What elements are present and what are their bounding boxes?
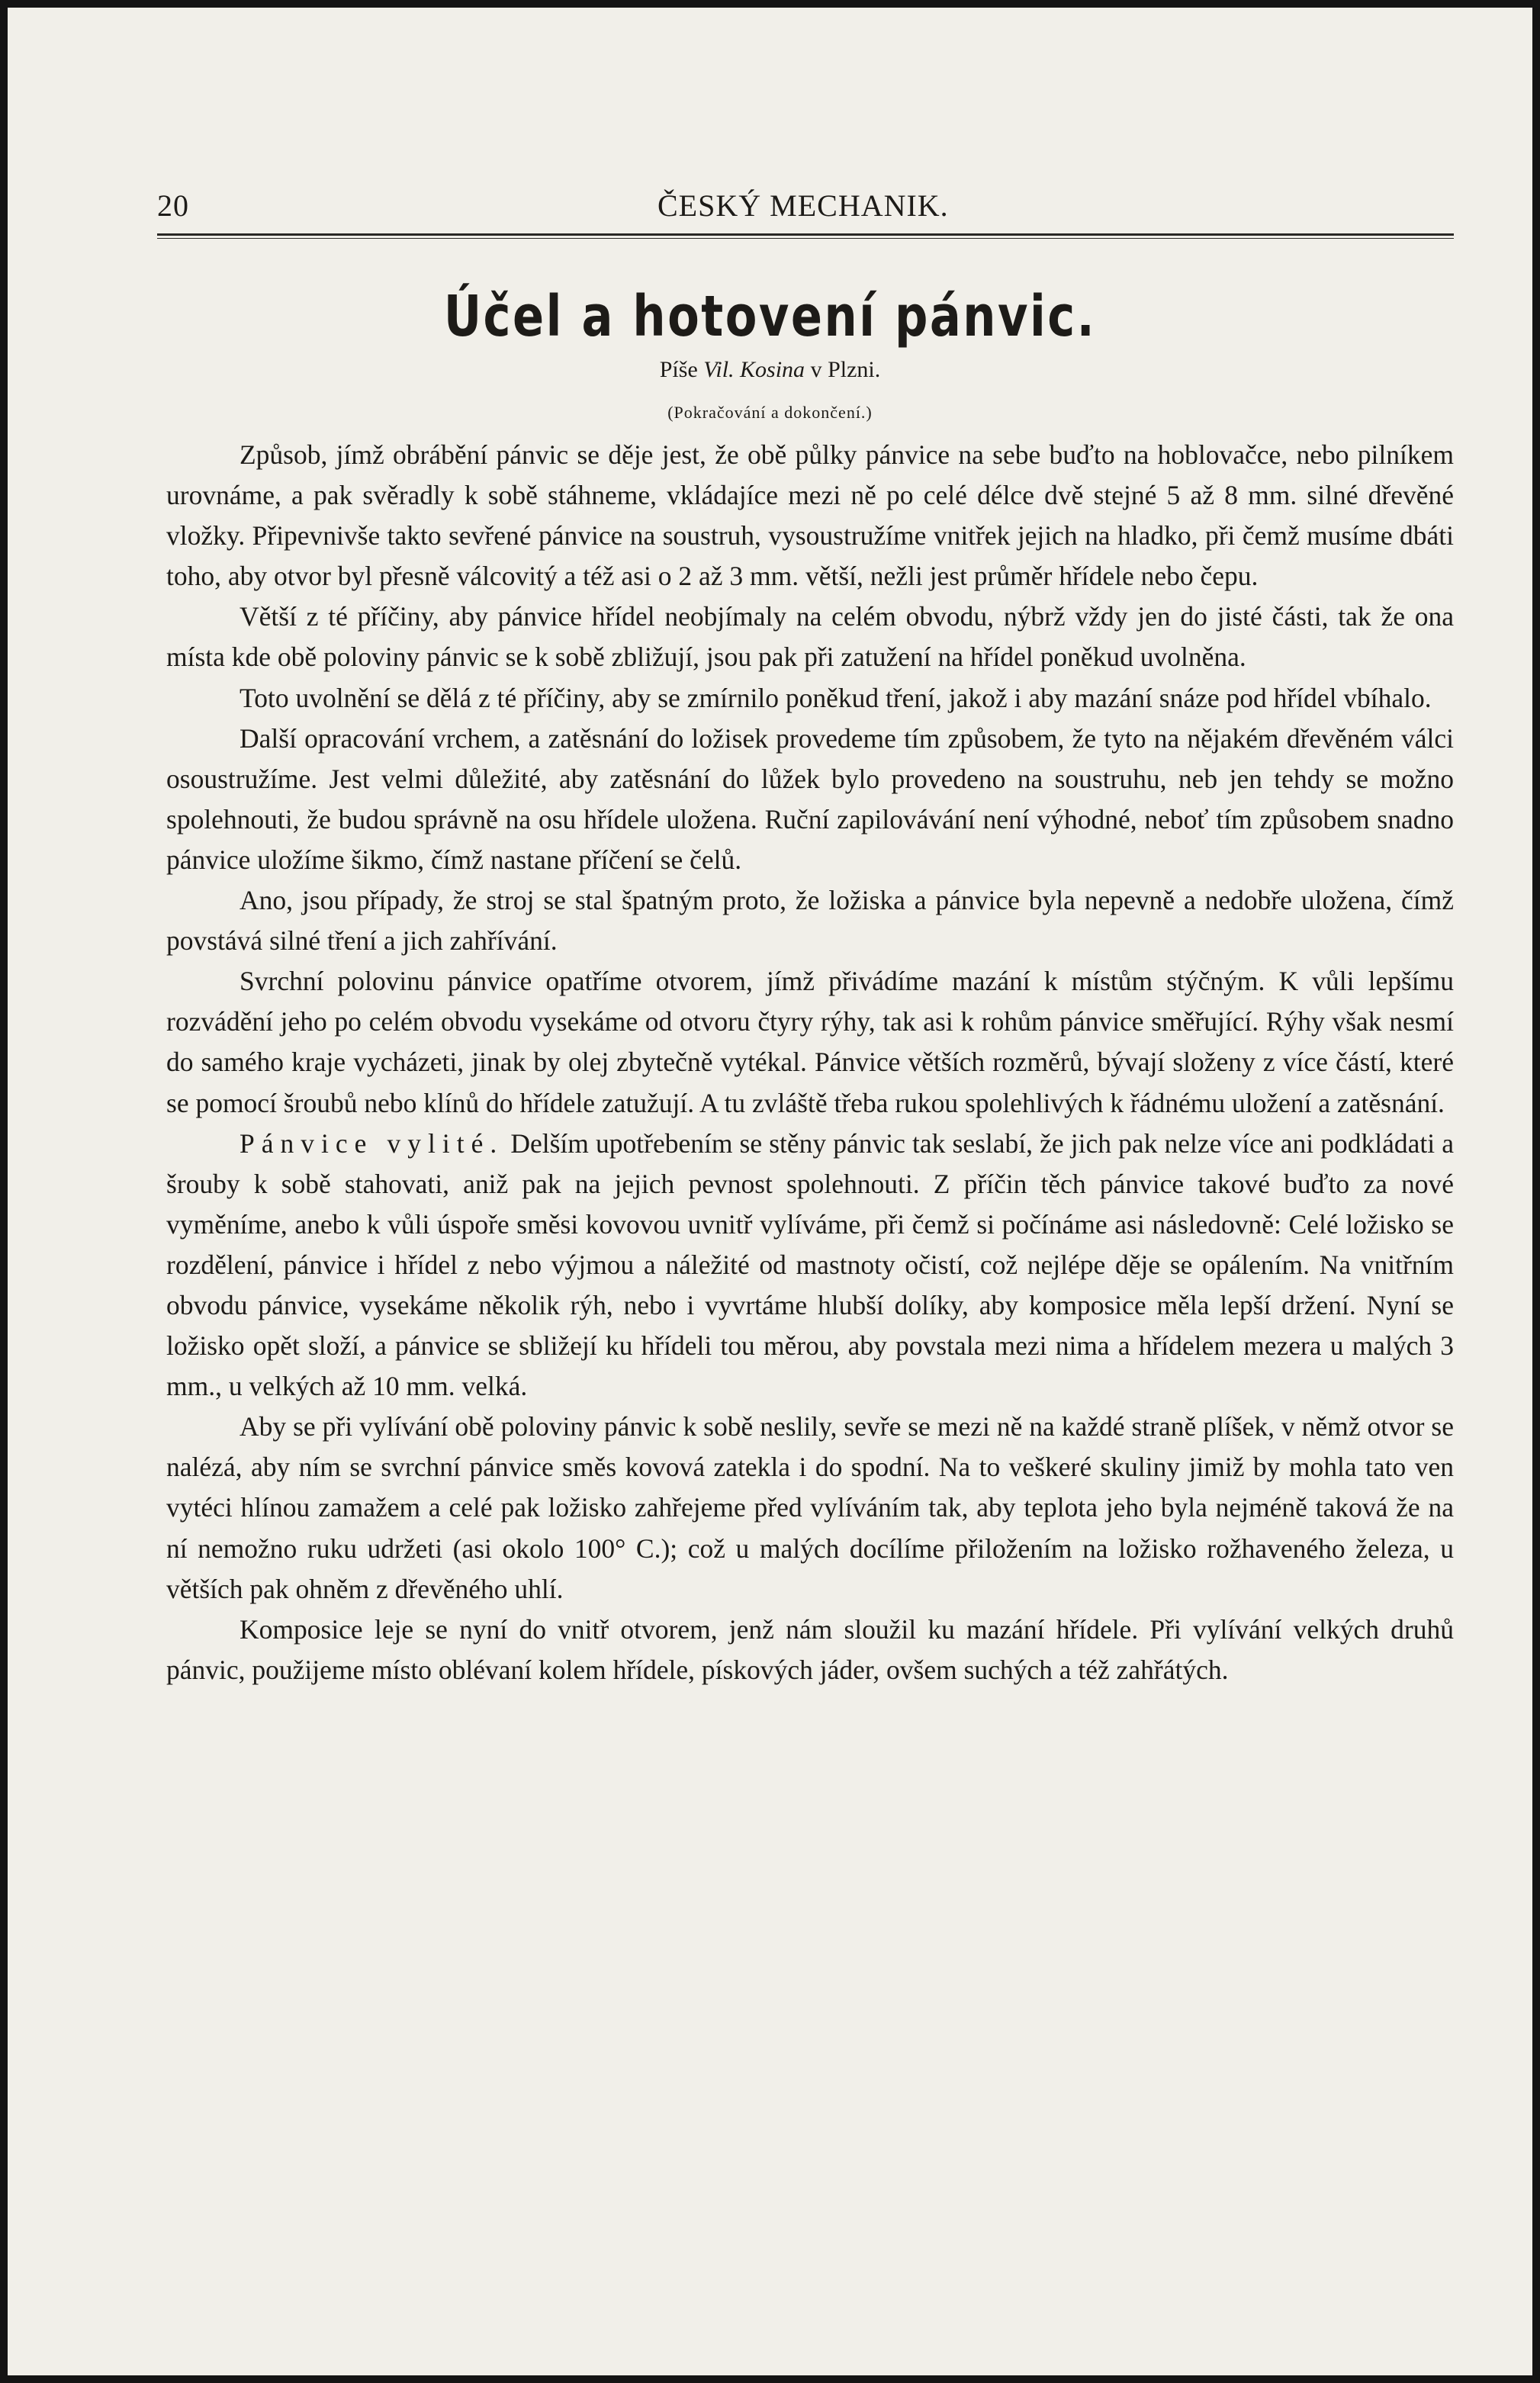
byline-suffix: v Plzni. <box>810 357 881 382</box>
paragraph-2: Větší z té příčiny, aby pánvice hřídel neobjímaly na celém obvodu, nýbrž vždy jen do jisté části, tak že ona místa kde obě poloviny pánvic se k sobě zbližují, jsou pak při zatužení na hřídel poněkud uvolněna. <box>166 601 1454 673</box>
paragraph-7-text: Delším upotřebením se stěny pánvic tak seslabí, že jich pak nelze více ani podkládati a šrouby k sobě stahovati, aniž pak na jejich pevnost spolehnouti. Z příčin těch pánvice takové buďto za nové vyměníme, anebo k vůli úspoře směsi kovovou uvnitř vylíváme, při čemž si počínáme asi následovně: Celé ložisko se rozdělení, pánvice i hřídel z nebo výjmou a náležité od mastnoty očistí, což nejlépe děje se opálením. Na vnitřním obvodu pánvice, vysekáme několik rýh, nebo i vyvrtáme hlubší dolíky, aby komposice měla lepší držení. Nyní se ložisko opět složí, a pánvice se sbližejí ku hřídeli tou měrou, aby povstala mezi nima a hřídelem mezera u malých 3 mm., u velkých až 10 mm. velká. <box>166 1127 1454 1402</box>
paragraph-8: Aby se při vylívání obě poloviny pánvic k sobě neslily, sevře se mezi ně na každé straně plíšek, v němž otvor se nalézá, aby ním se svrchní pánvice směs kovová zatekla i do spodní. Na to veškeré skuliny jimiž by mohla tato ven vytéci hlínou zamažem a celé pak ložisko zahřejeme před vylíváním tak, aby teplota jeho byla nejméně taková že na ní nemožno ruku udržeti (asi okolo 100° C.); což u malých docílíme přiložením na ložisko rožhaveného železa, u větších pak ohněm z dřevěného uhlí. <box>166 1411 1454 1604</box>
section-lead: Pánvice vylité. <box>240 1127 504 1159</box>
article-title: Účel a hotovení pánvic. <box>443 284 1097 349</box>
continued-note: (Pokračování a dokončení.) <box>667 403 873 422</box>
running-title: ČESKÝ MECHANIK. <box>657 188 949 223</box>
document-page <box>8 8 1532 2375</box>
byline-prefix: Píše <box>659 357 698 382</box>
paragraph-3: Toto uvolnění se dělá z té příčiny, aby se zmírnilo poněkud tření, jakož i aby mazání snáze pod hřídel vbíhalo. <box>240 682 1432 713</box>
page-header <box>157 188 1454 233</box>
page-number: 20 <box>157 188 189 223</box>
paragraph-1: Způsob, jímž obrábění pánvic se děje jest, že obě půlky pánvice na sebe buďto na hoblovačce, nebo pilníkem urovnáme, a pak svěradly k sobě stáhneme, vkládajíce mezi ně po celé délce dvě stejné 5 až 8 mm. silné dřevěné vložky. Připevnivše takto sevřené pánvice na soustruh, vysoustružíme vnitřek jejich na hladko, při čemž musíme dbáti toho, aby otvor byl přesně válcovitý a též asi o 2 až 3 mm. větší, nežli jest průměr hřídele nebo čepu. <box>166 439 1454 592</box>
author-name: Vil. Kosina <box>703 357 805 382</box>
paragraph-7 <box>166 1124 1454 1407</box>
paragraph-6: Svrchní polovinu pánvice opatříme otvorem, jímž přivádíme mazání k místům stýčným. K vůli lepšímu rozvádění jeho po celém obvodu vysekáme od otvoru čtyry rýhy, tak asi k rohům pánvice směřující. Rýhy však nesmí do samého kraje vycházeti, jinak by olej zbytečně vytékal. Pánvice větších rozměrů, bývají složeny z více částí, které se pomocí šroubů nebo klínů do hřídele zatužují. A tu zvláště třeba rukou spolehlivých k řádnému uložení a zatěsnání. <box>166 966 1454 1118</box>
byline <box>8 357 1532 383</box>
paragraph-9: Komposice leje se nyní do vnitř otvorem, jenž nám sloužil ku mazání hřídele. Při vylívání velkých druhů pánvic, použijeme místo oblévaní kolem hřídele, pískových jáder, ovšem suchých a též zahřátých. <box>166 1613 1454 1685</box>
paragraph-5: Ano, jsou případy, že stroj se stal špatným proto, že ložiska a pánvice byla nepevně a nedobře uložena, čímž povstává silné tření a jich zahřívání. <box>166 885 1454 957</box>
article-body <box>166 435 1454 1690</box>
header-rule <box>157 233 1454 239</box>
paragraph-4: Další opracování vrchem, a zatěsnání do ložisek provedeme tím způsobem, že tyto na nějakém dřevěném válci osoustružíme. Jest velmi důležité, aby zatěsnání do lůžek bylo provedeno na soustruhu, neb jen tehdy se možno spolehnouti, že budou správně na osu hřídele uložena. Ruční zapilovávání není výhodné, neboť tím způsobem snadno pánvice uložíme šikmo, čímž nastane příčení se čelů. <box>166 722 1454 875</box>
